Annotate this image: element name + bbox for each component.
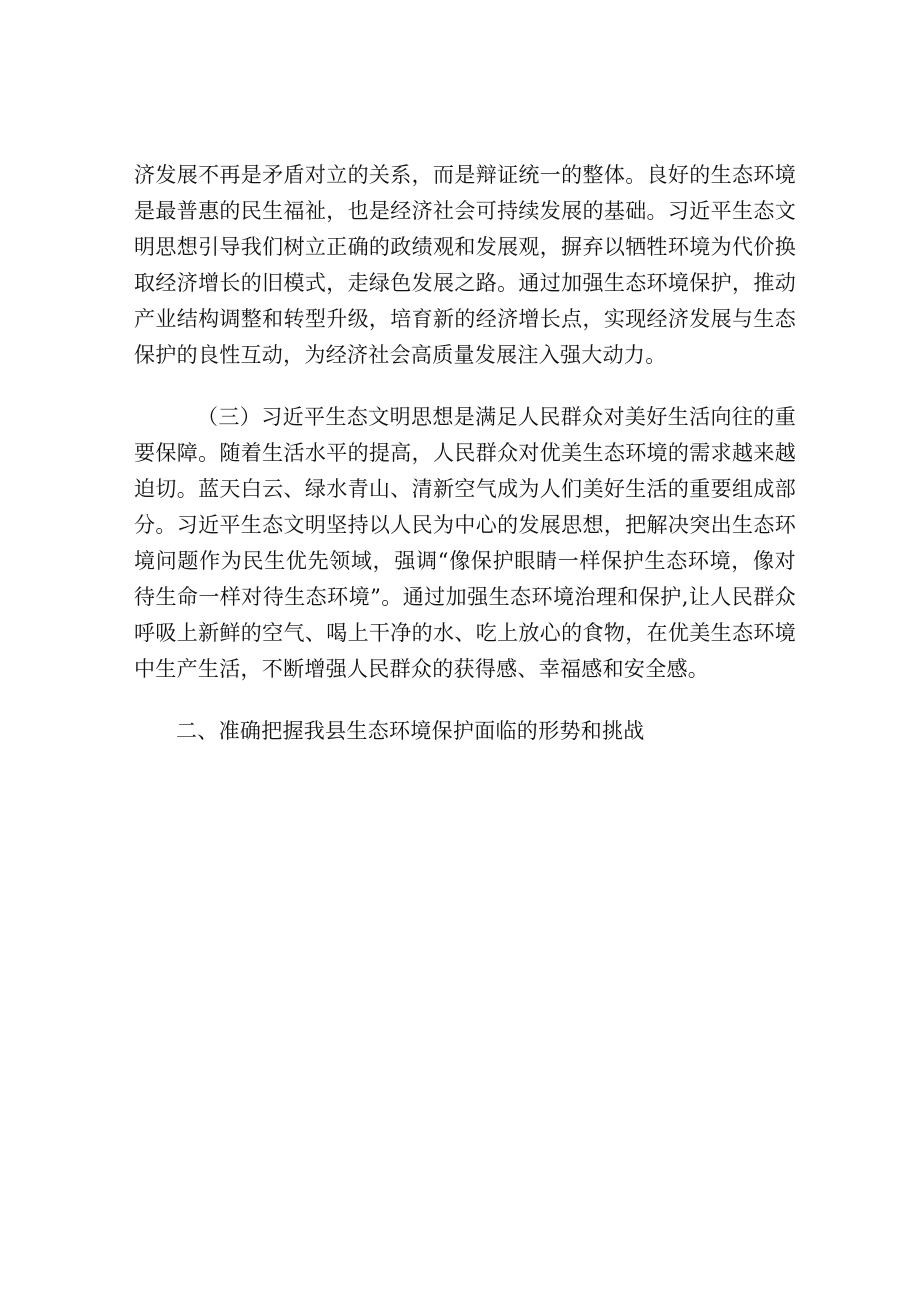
document-body	[134, 157, 796, 749]
paragraph-section-three: （三）习近平生态文明思想是满足人民群众对美好生活向往的重要保障。随着生活水平的提高，人民群众对优美生态环境的需求越来越迫切。蓝天白云、绿水青山、清新空气成为人们美好生活的重要组成部分。习近平生态文明坚持以人民为中心的发展思想，把解决突出生态环境问题作为民生优先领域，强调“像保护眼睛一样保护生态环境，像对待生命一样对待生态环境”。通过加强生态环境治理和保护,让人民群众呼吸上新鲜的空气、喝上干净的水、吃上放心的食物，在优美生态环境中生产生活，不断增强人民群众的获得感、幸福感和安全感。	[134, 405, 796, 681]
paragraph-continuation: 济发展不再是矛盾对立的关系，而是辩证统一的整体。良好的生态环境是最普惠的民生福祉，也是经济社会可持续发展的基础。习近平生态文明思想引导我们树立正确的政绩观和发展观，摒弃以牺牲环境为代价换取经济增长的旧模式，走绿色发展之路。通过加强生态环境保护，推动产业结构调整和转型升级，培育新的经济增长点，实现经济发展与生态保护的良性互动，为经济社会高质量发展注入强大动力。	[134, 163, 796, 367]
section-heading: 二、准确把握我县生态环境保护面临的形势和挑战	[176, 719, 645, 743]
